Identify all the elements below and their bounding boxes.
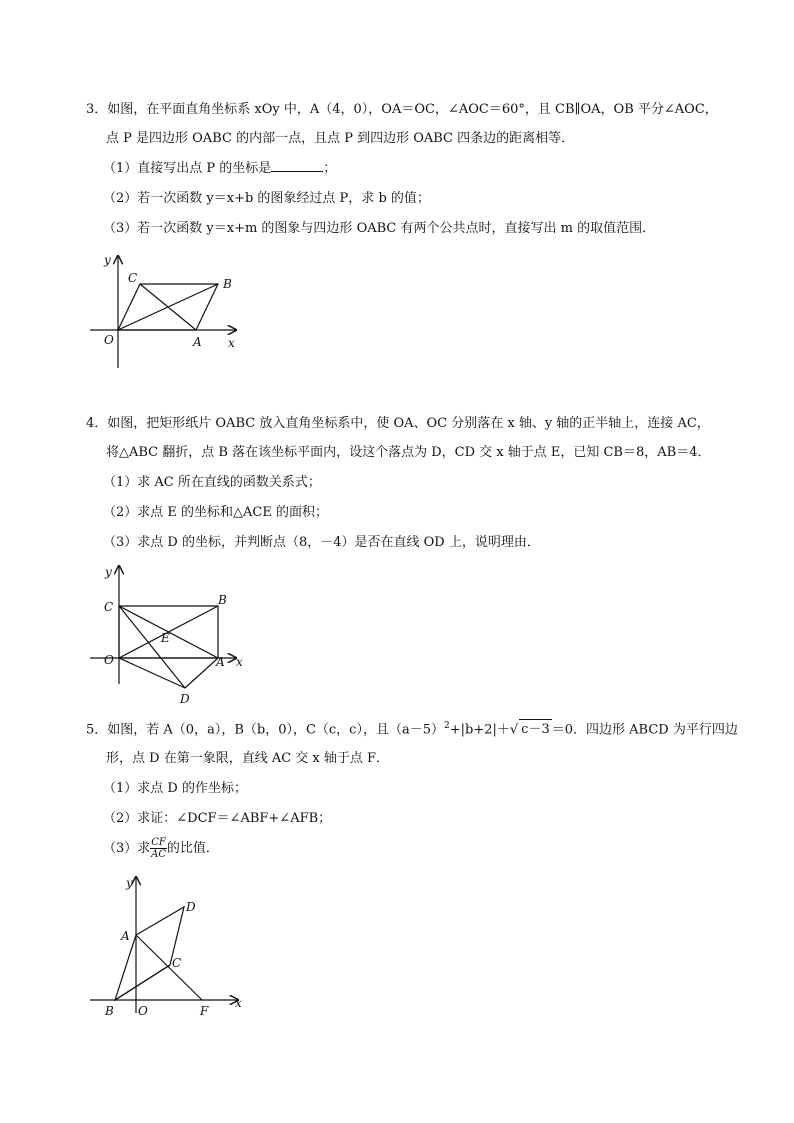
segment-CD <box>119 606 185 688</box>
problem-5-stem-line1 <box>86 716 746 740</box>
q1-text: （1）直接写出点 P 的坐标是 <box>103 161 272 176</box>
label-y: y <box>104 253 111 267</box>
label-C: C <box>128 271 138 285</box>
problem-4-question-1: （1）求 AC 所在直线的函数关系式； <box>103 475 321 490</box>
sqrt-radicand: c－3 <box>519 719 552 740</box>
label-B: B <box>218 593 227 607</box>
label-F: F <box>200 1004 209 1018</box>
label-B: B <box>223 277 232 291</box>
label-x: x <box>236 655 243 669</box>
label-y: y <box>126 876 133 890</box>
label-C: C <box>172 956 182 970</box>
problem-4-stem-line1: 4．如图，把矩形纸片 OABC 放入直角坐标系中，使 OA、OC 分别落在 x 轴、y 轴的正半轴上，连接 AC， <box>86 416 710 431</box>
segment-CA <box>140 284 196 330</box>
abs-term: +|b+2|＋ <box>449 722 510 738</box>
problem-4 <box>86 414 746 553</box>
fraction-denominator: AC <box>151 849 167 861</box>
parallelogram-ABCD <box>115 907 184 1000</box>
label-O: O <box>138 1004 148 1018</box>
label-D: D <box>180 692 190 706</box>
problem-5-stem-line2: 形，点 D 在第一象限，直线 AC 交 x 轴于点 F． <box>106 751 390 767</box>
label-A: A <box>121 929 130 943</box>
problem-5-question-1: （1）求点 D 的作坐标； <box>103 781 247 797</box>
label-x: x <box>235 996 242 1010</box>
label-E: E <box>161 631 170 645</box>
problem-4-question-3: （3）求点 D 的坐标，并判断点（8，－4）是否在直线 OD 上，说明理由． <box>103 535 540 550</box>
label-B: B <box>105 1004 114 1018</box>
problem-3-question-3: （3）若一次函数 y＝x+m 的图象与四边形 OABC 有两个公共点时，直接写出 m 的取值范围． <box>103 221 656 236</box>
problem-4-stem-line2: 将△ABC 翻折，点 B 落在该坐标平面内，设这个落点为 D，CD 交 x 轴于点 E，已知 CB＝8，AB＝4． <box>106 445 711 460</box>
problem-3-question-2: （2）若一次函数 y＝x+b 的图象经过点 P，求 b 的值； <box>103 191 430 206</box>
q1-end: ； <box>323 161 337 176</box>
answer-blank <box>271 159 323 172</box>
stem-text: 5．如图，若 A（0，a），B（b，0），C（c，c），且（a－5） <box>86 722 444 738</box>
problem-5-figure <box>88 873 253 1021</box>
segment-AD <box>185 658 218 688</box>
label-x: x <box>228 336 235 350</box>
q3-end: 的比值． <box>166 841 219 857</box>
fraction-CF-AC <box>150 837 167 860</box>
sqrt-symbol: √ <box>509 722 519 738</box>
segment-BC <box>115 965 170 1000</box>
fraction-numerator: CF <box>151 837 166 849</box>
problem-5-question-3 <box>86 837 746 860</box>
problem-3-stem-line2: 点 P 是四边形 OABC 的内部一点，且点 P 到四边形 OABC 四条边的距离相等． <box>106 131 575 146</box>
label-y: y <box>105 565 112 579</box>
problem-3-question-1 <box>86 159 746 179</box>
label-C: C <box>104 600 114 614</box>
problem-5-question-2: （2）求证：∠DCF＝∠ABF+∠AFB； <box>103 811 332 827</box>
exponent: 2 <box>444 721 450 731</box>
label-A: A <box>216 655 225 669</box>
label-O: O <box>104 653 114 667</box>
problem-3 <box>86 100 746 239</box>
label-A: A <box>193 335 202 349</box>
problem-3-figure <box>88 250 248 375</box>
q3-text: （3）求 <box>103 841 151 857</box>
problem-3-stem-line1: 3．如图，在平面直角坐标系 xOy 中，A（4，0），OA＝OC，∠AOC＝60°，且 CB∥OA，OB 平分∠AOC， <box>86 102 718 117</box>
label-D: D <box>186 900 196 914</box>
problem-5 <box>86 716 746 860</box>
label-O: O <box>104 333 114 347</box>
segment-OD <box>119 658 185 688</box>
segment-AF <box>136 935 202 1000</box>
problem-4-figure <box>88 562 258 707</box>
problem-4-question-2: （2）求点 E 的坐标和△ACE 的面积； <box>103 505 328 520</box>
stem-text-end: ＝0．四边形 ABCD 为平行四边 <box>551 722 738 738</box>
